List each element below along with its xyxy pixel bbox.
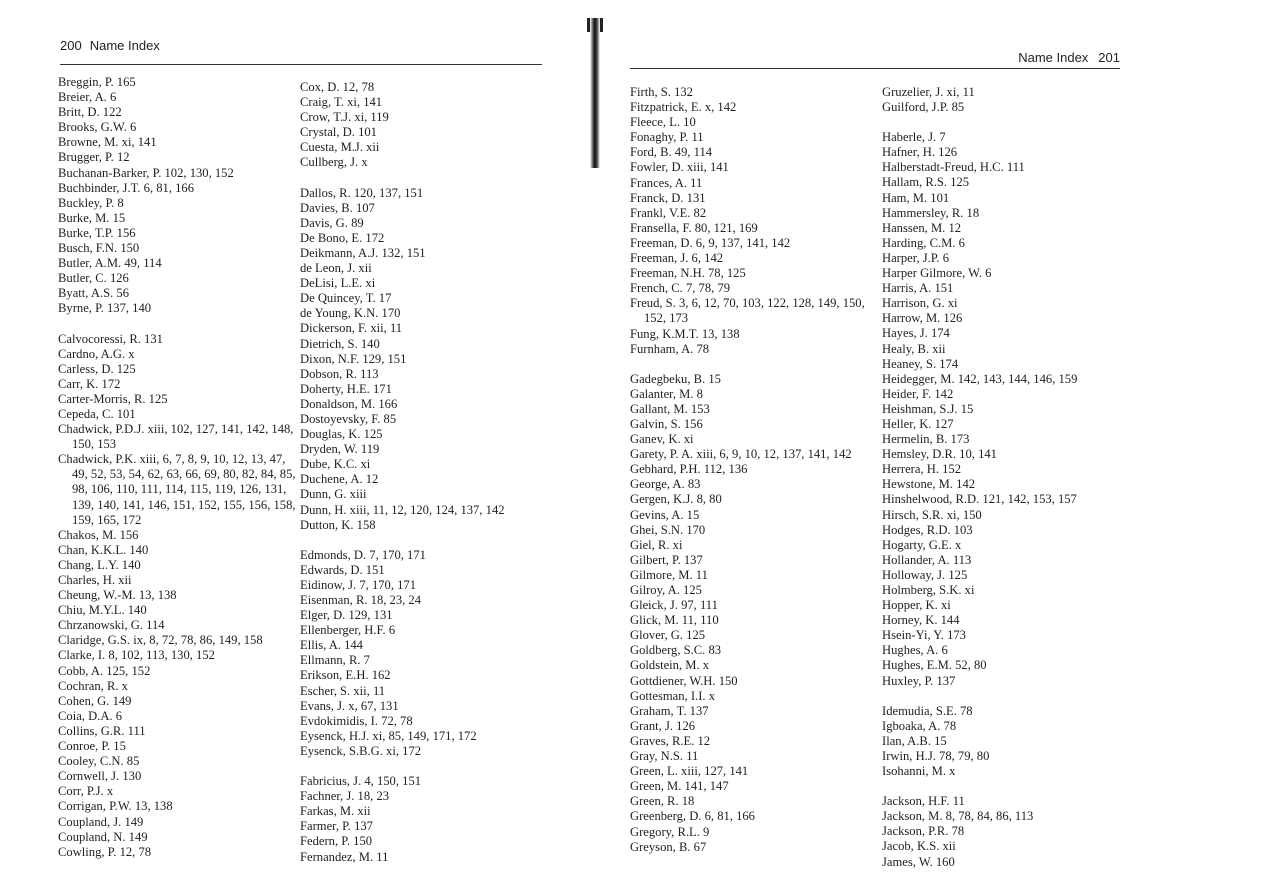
index-entry: Horney, K. 144	[882, 613, 960, 628]
letter-group-gap	[882, 115, 1142, 130]
index-entry: Breggin, P. 165	[58, 75, 136, 89]
index-entry: Chadwick, P.D.J. xiii, 102, 127, 141, 142, 148, 150, 153	[58, 422, 294, 452]
index-entry: Dryden, W. 119	[300, 442, 380, 457]
index-entry: Heider, F. 142	[882, 386, 954, 401]
index-entry: Franck, D. 131	[630, 190, 706, 205]
index-entry: Eisenman, R. 18, 23, 24	[300, 593, 422, 607]
index-entry: Fleece, L. 10	[630, 115, 696, 130]
index-entry: Dietrich, S. 140	[300, 336, 380, 351]
index-entry: Deikmann, A.J. 132, 151	[300, 245, 426, 260]
index-entry: Ellis, A. 144	[300, 638, 363, 653]
index-entry: Gregory, R.L. 9	[630, 824, 710, 839]
index-entry: Ilan, A.B. 15	[882, 733, 947, 748]
index-entry: Green, L. xiii, 127, 141	[630, 764, 749, 779]
index-entry: Glick, M. 11, 110	[630, 613, 719, 628]
index-entry: Fung, K.M.T. 13, 138	[630, 326, 740, 341]
book-gutter	[590, 18, 600, 168]
index-entry: Byrne, P. 137, 140	[58, 301, 152, 316]
index-entry: Davis, G. 89	[300, 215, 364, 230]
index-entry: Edwards, D. 151	[300, 562, 385, 577]
index-entry: Holloway, J. 125	[882, 567, 968, 582]
index-entry: Graham, T. 137	[630, 703, 709, 718]
index-entry: Heishman, S.J. 15	[882, 401, 974, 416]
index-entry: Craig, T. xi, 141	[300, 95, 383, 110]
index-entry: French, C. 7, 78, 79	[630, 281, 731, 296]
index-entry: George, A. 83	[630, 477, 701, 492]
index-entry: Frankl, V.E. 82	[630, 205, 707, 220]
index-entry: Garety, P. A. xiii, 6, 9, 10, 12, 137, 141, 142	[630, 447, 852, 462]
index-entry: Gray, N.S. 11	[630, 749, 699, 764]
index-entry: Erikson, E.H. 162	[300, 668, 391, 683]
index-entry: Gilbert, P. 137	[630, 552, 703, 567]
index-entry: Cepeda, C. 101	[58, 406, 136, 421]
index-entry: Evdokimidis, I. 72, 78	[300, 713, 413, 728]
index-entry: Heaney, S. 174	[882, 356, 959, 371]
index-entry: Hayes, J. 174	[882, 326, 950, 341]
index-entry: Cowling, P. 12, 78	[58, 844, 152, 859]
index-entry: Gleick, J. 97, 111	[630, 598, 718, 613]
index-entry: Holmberg, S.K. xi	[882, 583, 975, 597]
letter-group-gap	[300, 533, 540, 548]
index-entry: Ham, M. 101	[882, 190, 950, 205]
index-entry: Chakos, M. 156	[58, 527, 139, 542]
index-entry: Escher, S. xii, 11	[300, 683, 386, 698]
index-entry: Gilroy, A. 125	[630, 583, 702, 597]
index-entry: Cardno, A.G. x	[58, 346, 135, 361]
index-entry: Green, M. 141, 147	[630, 779, 729, 794]
left-column-1	[58, 75, 298, 860]
index-entry: Dixon, N.F. 129, 151	[300, 351, 407, 366]
index-entry: Chan, K.K.L. 140	[58, 542, 149, 557]
index-entry: Greyson, B. 67	[630, 839, 707, 854]
index-entry: Ford, B. 49, 114	[630, 145, 713, 160]
index-entry: Burke, M. 15	[58, 210, 126, 225]
left-page-number: 200	[60, 38, 82, 53]
index-entry: Huxley, P. 137	[882, 673, 956, 688]
index-entry: Jackson, M. 8, 78, 84, 86, 113	[882, 809, 1034, 824]
index-entry: Harrow, M. 126	[882, 311, 963, 326]
index-entry: Corrigan, P.W. 13, 138	[58, 799, 173, 814]
index-entry: Charles, H. xii	[58, 573, 132, 587]
index-entry: De Quincey, T. 17	[300, 291, 392, 306]
index-entry: Gadegbeku, B. 15	[630, 371, 721, 386]
index-entry: Eysenck, S.B.G. xi, 172	[300, 743, 422, 758]
index-entry: Ellmann, R. 7	[300, 653, 370, 668]
index-entry: Cohen, G. 149	[58, 693, 132, 708]
index-entry: Cooley, C.N. 85	[58, 754, 140, 769]
left-running-head: Name Index	[89, 38, 160, 53]
index-entry: Fowler, D. xiii, 141	[630, 160, 729, 175]
index-entry: Gottesman, I.I. x	[630, 688, 715, 703]
index-entry: Busch, F.N. 150	[58, 241, 140, 256]
index-entry: Hemsley, D.R. 10, 141	[882, 447, 997, 462]
index-entry: Butler, A.M. 49, 114	[58, 256, 162, 271]
index-entry: Frances, A. 11	[630, 175, 703, 190]
index-entry: Graves, R.E. 12	[630, 733, 711, 748]
index-entry: DeLisi, L.E. xi	[300, 276, 376, 291]
index-entry: de Young, K.N. 170	[300, 306, 401, 321]
index-entry: Breier, A. 6	[58, 90, 117, 105]
index-entry: Dutton, K. 158	[300, 517, 376, 532]
index-entry: Gallant, M. 153	[630, 401, 710, 416]
index-entry: Harper, J.P. 6	[882, 250, 950, 265]
index-entry: Heller, K. 127	[882, 416, 954, 431]
index-entry: Buchbinder, J.T. 6, 81, 166	[58, 180, 195, 195]
index-entry: Hughes, A. 6	[882, 643, 948, 658]
index-entry: Chrzanowski, G. 114	[58, 618, 165, 633]
index-entry: Coupland, J. 149	[58, 814, 144, 829]
index-entry: Clarke, I. 8, 102, 113, 130, 152	[58, 648, 215, 663]
index-entry: Hewstone, M. 142	[882, 477, 976, 492]
index-entry: Crow, T.J. xi, 119	[300, 110, 389, 125]
index-entry: Jackson, H.F. 11	[882, 794, 965, 809]
letter-group-gap	[58, 317, 298, 332]
index-entry: Coupland, N. 149	[58, 829, 148, 844]
index-entry: Dobson, R. 113	[300, 366, 379, 381]
index-entry: Fabricius, J. 4, 150, 151	[300, 774, 422, 789]
index-entry: Edmonds, D. 7, 170, 171	[300, 547, 426, 562]
index-entry: Jackson, P.R. 78	[882, 824, 965, 839]
index-entry: Fonaghy, P. 11	[630, 130, 704, 145]
index-entry: Davies, B. 107	[300, 200, 375, 215]
index-entry: Cullberg, J. x	[300, 155, 368, 170]
index-entry: Donaldson, M. 166	[300, 396, 398, 411]
index-entry: Carless, D. 125	[58, 361, 136, 376]
index-entry: Hafner, H. 126	[882, 145, 958, 160]
index-entry: Britt, D. 122	[58, 105, 122, 120]
index-entry: Dickerson, F. xii, 11	[300, 321, 403, 336]
index-entry: Galvin, S. 156	[630, 416, 703, 431]
index-entry: Goldberg, S.C. 83	[630, 643, 722, 658]
letter-group-gap	[630, 357, 880, 372]
index-entry: Freeman, J. 6, 142	[630, 251, 724, 266]
right-column-1	[630, 85, 880, 855]
index-entry: Hogarty, G.E. x	[882, 537, 962, 552]
index-entry: Dallos, R. 120, 137, 151	[300, 185, 424, 200]
index-entry: Fitzpatrick, E. x, 142	[630, 100, 737, 115]
letter-group-gap	[300, 759, 540, 774]
index-entry: Dostoyevsky, F. 85	[300, 411, 397, 426]
index-entry: Fernandez, M. 11	[300, 849, 389, 864]
index-entry: Hanssen, M. 12	[882, 220, 962, 235]
index-entry: Browne, M. xi, 141	[58, 135, 157, 150]
index-entry: Calvocoressi, R. 131	[58, 331, 163, 346]
index-entry: Cochran, R. x	[58, 678, 128, 693]
index-entry: Brugger, P. 12	[58, 150, 130, 165]
index-entry: Douglas, K. 125	[300, 427, 383, 442]
index-entry: Fachner, J. 18, 23	[300, 789, 390, 804]
left-header-rule	[60, 64, 542, 65]
index-entry: Harper Gilmore, W. 6	[882, 266, 992, 281]
index-entry: Ellenberger, H.F. 6	[300, 623, 396, 638]
index-entry: Brooks, G.W. 6	[58, 120, 137, 135]
index-entry: Irwin, H.J. 78, 79, 80	[882, 748, 990, 763]
index-entry: Elger, D. 129, 131	[300, 608, 393, 623]
index-entry: Evans, J. x, 67, 131	[300, 698, 399, 713]
index-entry: Buchanan-Barker, P. 102, 130, 152	[58, 165, 234, 180]
right-page-header	[1018, 50, 1120, 65]
index-entry: Heidegger, M. 142, 143, 144, 146, 159	[882, 371, 1078, 386]
index-entry: de Leon, J. xii	[300, 261, 372, 276]
index-entry: Crystal, D. 101	[300, 125, 377, 140]
index-entry: Corr, P.J. x	[58, 784, 114, 799]
letter-group-gap	[882, 779, 1142, 794]
index-entry: Harrison, G. xi	[882, 296, 958, 311]
index-entry: Green, R. 18	[630, 794, 695, 809]
index-entry: Cuesta, M.J. xii	[300, 140, 380, 155]
index-entry: Gilmore, M. 11	[630, 567, 708, 582]
index-entry: Coia, D.A. 6	[58, 708, 123, 723]
index-entry: Dunn, G. xiii	[300, 487, 367, 502]
index-entry: Gevins, A. 15	[630, 507, 700, 522]
index-entry: Eysenck, H.J. xi, 85, 149, 171, 172	[300, 728, 477, 743]
index-entry: Carr, K. 172	[58, 376, 121, 391]
index-entry: Halberstadt-Freud, H.C. 111	[882, 160, 1025, 175]
index-entry: Eidinow, J. 7, 170, 171	[300, 577, 417, 592]
index-entry: Igboaka, A. 78	[882, 718, 957, 733]
index-entry: Ghei, S.N. 170	[630, 522, 706, 537]
index-entry: Federn, P. 150	[300, 834, 373, 849]
index-entry: Gebhard, P.H. 112, 136	[630, 462, 748, 477]
index-entry: Butler, C. 126	[58, 271, 129, 286]
index-entry: Harris, A. 151	[882, 281, 954, 296]
index-entry: Dunn, H. xiii, 11, 12, 120, 124, 137, 142	[300, 502, 505, 517]
index-entry: Greenberg, D. 6, 81, 166	[630, 809, 755, 824]
index-entry: Conroe, P. 15	[58, 739, 126, 754]
index-entry: Hodges, R.D. 103	[882, 522, 973, 537]
index-entry: Doherty, H.E. 171	[300, 381, 392, 396]
index-entry: Claridge, G.S. ix, 8, 72, 78, 86, 149, 158	[58, 633, 263, 648]
index-entry: Cheung, W.-M. 13, 138	[58, 588, 177, 603]
right-header-rule	[630, 68, 1120, 69]
index-entry: Hallam, R.S. 125	[882, 175, 970, 190]
left-column-2	[300, 80, 540, 865]
index-entry: Farmer, P. 137	[300, 819, 373, 834]
index-entry: Hermelin, B. 173	[882, 432, 970, 447]
index-entry: Idemudia, S.E. 78	[882, 703, 973, 718]
index-entry: James, W. 160	[882, 854, 955, 869]
right-page	[600, 0, 1262, 894]
index-entry: Giel, R. xi	[630, 537, 683, 552]
index-entry: Chiu, M.Y.L. 140	[58, 603, 147, 618]
index-entry: Firth, S. 132	[630, 85, 693, 99]
letter-group-gap	[882, 689, 1142, 704]
index-entry: Goldstein, M. x	[630, 658, 710, 673]
index-entry: Hsein-Yi, Y. 173	[882, 628, 966, 643]
letter-group-gap	[300, 171, 540, 186]
index-entry: Duchene, A. 12	[300, 472, 379, 487]
index-entry: Herrera, H. 152	[882, 462, 962, 477]
index-entry: Healy, B. xii	[882, 341, 946, 356]
index-entry: Gottdiener, W.H. 150	[630, 673, 738, 688]
index-entry: Gruzelier, J. xi, 11	[882, 85, 975, 99]
index-entry: Chang, L.Y. 140	[58, 557, 141, 572]
index-entry: Cobb, A. 125, 152	[58, 663, 151, 678]
index-entry: Haberle, J. 7	[882, 130, 946, 145]
index-entry: Freeman, N.H. 78, 125	[630, 266, 746, 281]
index-entry: Guilford, J.P. 85	[882, 100, 965, 115]
right-running-head: Name Index	[1018, 50, 1089, 65]
left-page	[0, 0, 580, 894]
index-entry: Cornwell, J. 130	[58, 769, 142, 784]
index-entry: Glover, G. 125	[630, 628, 706, 643]
index-entry: Farkas, M. xii	[300, 804, 371, 819]
index-entry: Galanter, M. 8	[630, 386, 703, 401]
index-entry: Hughes, E.M. 52, 80	[882, 658, 987, 673]
index-entry: Hinshelwood, R.D. 121, 142, 153, 157	[882, 492, 1077, 507]
index-entry: Grant, J. 126	[630, 718, 696, 733]
index-entry: Hollander, A. 113	[882, 552, 972, 567]
index-entry: Jacob, K.S. xii	[882, 839, 956, 854]
right-column-2	[882, 85, 1142, 870]
index-entry: Byatt, A.S. 56	[58, 286, 130, 301]
index-entry: Cox, D. 12, 78	[300, 80, 375, 94]
index-entry: Freeman, D. 6, 9, 137, 141, 142	[630, 235, 791, 250]
index-entry: Hirsch, S.R. xi, 150	[882, 507, 982, 522]
index-entry: Burke, T.P. 156	[58, 225, 136, 240]
index-entry: Buckley, P. 8	[58, 195, 124, 210]
index-entry: Hammersley, R. 18	[882, 205, 980, 220]
index-entry: Furnham, A. 78	[630, 341, 710, 356]
index-entry: Collins, G.R. 111	[58, 723, 146, 738]
right-page-number: 201	[1098, 50, 1120, 65]
index-entry: Fransella, F. 80, 121, 169	[630, 220, 758, 235]
index-entry: Isohanni, M. x	[882, 764, 956, 779]
index-entry: Chadwick, P.K. xiii, 6, 7, 8, 9, 10, 12, 13, 47, 49, 52, 53, 54, 62, 63, 66, 69, 80, 82, 84, 85, 98, 106, 110, 111, 114, 115, 119, 126, 131, 139, 140, 141, 146, 151, 152, 155, 156, 158, 159, 165, 172	[58, 452, 296, 527]
left-page-header	[60, 38, 160, 53]
index-entry: Ganev, K. xi	[630, 432, 694, 447]
index-entry: Dube, K.C. xi	[300, 457, 371, 472]
index-entry: Carter-Morris, R. 125	[58, 391, 168, 406]
index-entry: De Bono, E. 172	[300, 230, 385, 245]
index-entry: Gergen, K.J. 8, 80	[630, 492, 722, 507]
index-entry: Harding, C.M. 6	[882, 235, 965, 250]
index-entry: Freud, S. 3, 6, 12, 70, 103, 122, 128, 149, 150, 152, 173	[630, 296, 865, 326]
index-entry: Hopper, K. xi	[882, 598, 951, 613]
